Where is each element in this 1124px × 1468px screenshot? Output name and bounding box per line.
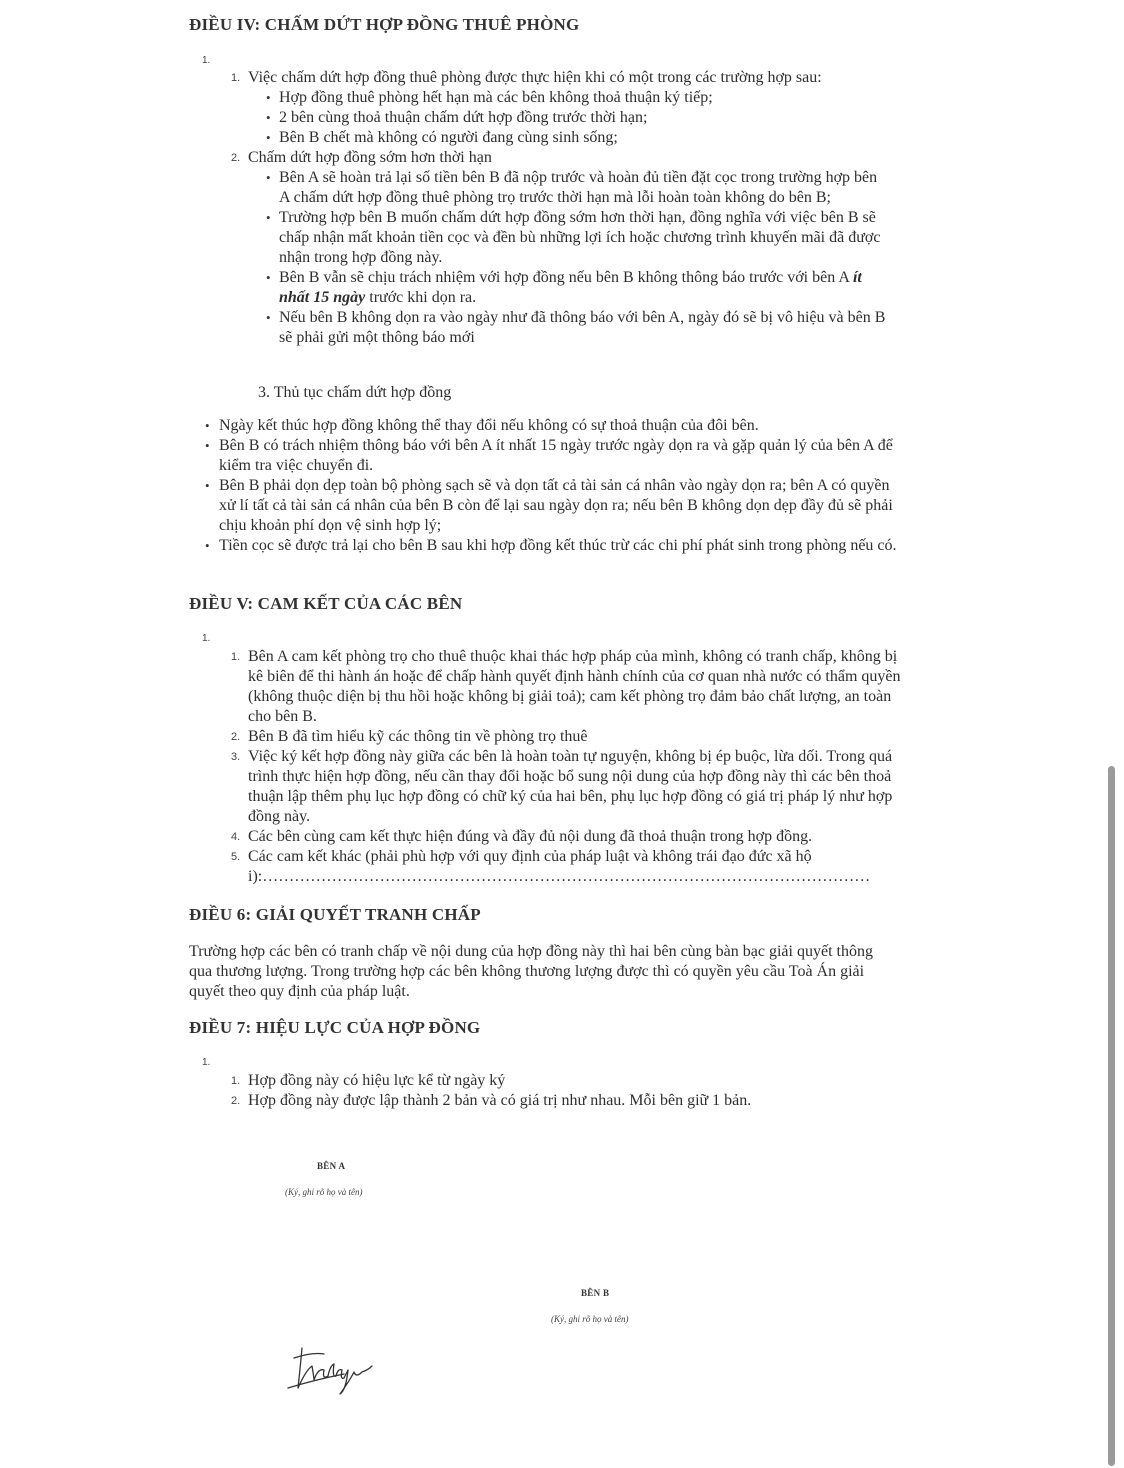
list-marker: 2. — [231, 1095, 241, 1107]
bullet-item: • Bên B chết mà không có người đang cùng sinh sống; — [279, 128, 889, 148]
sub-list — [248, 168, 889, 348]
article-7-outer-number: 1. — [202, 1057, 211, 1068]
list-item-text: Việc chấm dứt hợp đồng thuê phòng được thực hiện khi có một trong các trường hợp sau: — [248, 69, 822, 86]
sub-list — [248, 88, 889, 148]
bullet-item: • 2 bên cùng thoả thuận chấm dứt hợp đồng trước thời hạn; — [279, 108, 889, 128]
list-item — [231, 68, 908, 148]
bullet-item-notice — [279, 268, 889, 308]
list-item — [231, 727, 906, 747]
article-4-outer-number: 1. — [202, 55, 211, 66]
article-6-heading: ĐIỀU 6: GIẢI QUYẾT TRANH CHẤP — [189, 905, 481, 924]
procedure-list — [219, 416, 904, 556]
list-item-text: Bên B đã tìm hiểu kỹ các thông tin về phòng trọ thuê — [248, 728, 588, 745]
notice-text-before: Bên B vẫn sẽ chịu trách nhiệm với hợp đồng nếu bên B không thông báo trước với bên A — [279, 269, 853, 286]
party-b-note: (Ký, ghi rõ họ và tên) — [551, 1314, 629, 1324]
list-item — [231, 1091, 908, 1111]
article-6-body: Trường hợp các bên có tranh chấp về nội dung của hợp đồng này thì hai bên cùng bàn bạc giải quyết thông qua thương lượng. Trong trường hợp các bên không thương lượng được thì có quyền yêu cầu Toà Án giải quyết theo quy định của pháp luật. — [189, 943, 873, 1000]
party-b-title: BÊN B — [581, 1288, 610, 1298]
list-marker: 4. — [231, 831, 241, 843]
bullet-item: • Hợp đồng thuê phòng hết hạn mà các bên không thoả thuận ký tiếp; — [279, 88, 889, 108]
procedure-title: 3. Thủ tục chấm dứt hợp đồng — [258, 384, 452, 401]
vertical-scrollbar[interactable] — [1108, 766, 1115, 1466]
notice-emphasis: ít nhất 15 ngày — [279, 269, 862, 306]
list-item — [231, 1071, 908, 1091]
list-marker: 1. — [231, 1075, 241, 1087]
article-5-list — [231, 647, 906, 887]
list-item — [231, 647, 906, 727]
list-marker: 2. — [231, 731, 241, 743]
list-item — [231, 148, 908, 348]
article-5-heading: ĐIỀU V: CAM KẾT CỦA CÁC BÊN — [189, 594, 463, 613]
list-marker: 2. — [231, 152, 241, 164]
list-marker: 3. — [231, 751, 241, 763]
party-a-note: (Ký, ghi rõ họ và tên) — [285, 1187, 363, 1197]
bullet-item: • Ngày kết thúc hợp đồng không thể thay đổi nếu không có sự thoả thuận của đôi bên. — [219, 416, 904, 436]
article-4-heading: ĐIỀU IV: CHẤM DỨT HỢP ĐỒNG THUÊ PHÒNG — [189, 15, 580, 34]
list-item-text: Việc ký kết hợp đồng này giữa các bên là hoàn toàn tự nguyện, không bị ép buộc, lừa dối. Trong quá trình thực hiện hợp đồng, nếu cần thay đổi hoặc bổ sung nội dung của hợp đồng này thì các bên thoả thuận lập thêm phụ lục hợp đồng có chữ ký của hai bên, phụ lục hợp đồng có giá trị pháp lý như hợp đồng này. — [248, 748, 893, 825]
party-a-title: BÊN A — [317, 1161, 346, 1171]
article-5-outer-number: 1. — [202, 633, 211, 644]
list-item — [231, 747, 906, 827]
list-item-text: Hợp đồng này có hiệu lực kể từ ngày ký — [248, 1072, 506, 1089]
list-marker: 1. — [231, 651, 241, 663]
list-item-text: Các bên cùng cam kết thực hiện đúng và đầy đủ nội dung đã thoả thuận trong hợp đồng. — [248, 828, 813, 845]
list-item-text: Các cam kết khác (phải phù hợp với quy định của pháp luật và không trái đạo đức xã hội):…………………………………………………………………………………………………… — [248, 848, 871, 885]
list-item — [231, 847, 906, 887]
list-marker: 1. — [231, 72, 241, 84]
list-item-text: Hợp đồng này được lập thành 2 bản và có giá trị như nhau. Mỗi bên giữ 1 bản. — [248, 1092, 752, 1109]
notice-text-after: trước khi dọn ra. — [365, 289, 477, 306]
bullet-item: • Bên B có trách nhiệm thông báo với bên A ít nhất 15 ngày trước ngày dọn ra và gặp quản lý của bên A để kiểm tra việc chuyển đi. — [219, 436, 904, 476]
list-marker: 5. — [231, 851, 241, 863]
bullet-item: • Bên A sẽ hoàn trả lại số tiền bên B đã nộp trước và hoàn đủ tiền đặt cọc trong trường hợp bên A chấm dứt hợp đồng thuê phòng trọ trước thời hạn mà lỗi hoàn toàn không do bên B; — [279, 168, 889, 208]
article-4-list — [231, 68, 908, 348]
bullet-item: • Nếu bên B không dọn ra vào ngày như đã thông báo với bên A, ngày đó sẽ bị vô hiệu và bên B sẽ phải gửi một thông báo mới — [279, 308, 889, 348]
list-item — [231, 827, 906, 847]
article-7-heading: ĐIỀU 7: HIỆU LỰC CỦA HỢP ĐỒNG — [189, 1018, 481, 1037]
handwritten-signature — [284, 1340, 380, 1396]
list-item-text: Chấm dứt hợp đồng sớm hơn thời hạn — [248, 149, 492, 166]
list-item-text: Bên A cam kết phòng trọ cho thuê thuộc khai thác hợp pháp của mình, không có tranh chấp, không bị kê biên để thi hành án hoặc để chấp hành quyết định hành chính của cơ quan nhà nước có thẩm quyền (không thuộc diện bị thu hồi hoặc không bị giải toả); cam kết phòng trọ đảm bảo chất lượng, an toàn cho bên B. — [248, 648, 901, 725]
bullet-item: • Trường hợp bên B muốn chấm dứt hợp đồng sớm hơn thời hạn, đồng nghĩa với việc bên B sẽ chấp nhận mất khoản tiền cọc và đền bù những lợi ích hoặc chương trình khuyến mãi đã được nhận trong hợp đồng này. — [279, 208, 889, 268]
bullet-item: • Tiền cọc sẽ được trả lại cho bên B sau khi hợp đồng kết thúc trừ các chi phí phát sinh trong phòng nếu có. — [219, 536, 904, 556]
article-7-list — [231, 1071, 908, 1111]
bullet-item: • Bên B phải dọn dẹp toàn bộ phòng sạch sẽ và dọn tất cả tài sản cá nhân vào ngày dọn ra; bên A có quyền xử lí tất cả tài sản cá nhân của bên B còn để lại sau ngày dọn ra; nếu bên B không dọn dẹp đầy đủ sẽ phải chịu khoản phí dọn vệ sinh hợp lý; — [219, 476, 904, 536]
